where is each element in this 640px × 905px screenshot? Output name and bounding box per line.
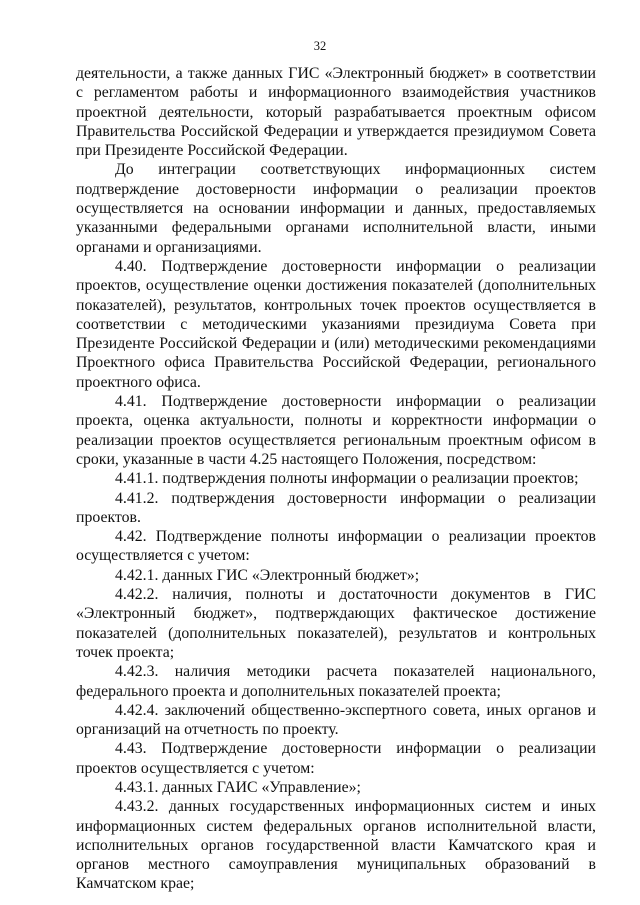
paragraph-4-43-1: 4.43.1. данных ГАИС «Управление»; [115, 778, 361, 796]
paragraph-4-43-2: 4.43.2. данных государственных информационных систем и иных информационных систем федеральных органов исполнительной власти, исполнительных органов государственной власти Камчатского края и органов местного самоуправления муниципальных образований в Камчатском крае; [76, 798, 596, 893]
paragraph-4-42-1: 4.42.1. данных ГИС «Электронный бюджет»; [115, 566, 420, 584]
paragraph-4-42: 4.42. Подтверждение полноты информации о реализации проектов осуществляется с учетом: [76, 528, 596, 565]
paragraph-4-40: 4.40. Подтверждение достоверности информации о реализации проектов, осуществление оценки достижения показателей (дополнительных показателей), результатов, контрольных точек проектов осуществляется в соответствии с методическими указаниями президиума Совета при Президенте Российской Федерации и (или) методическими рекомендациями Проектного офиса Правительства Российской Федерации, регионального проектного офиса. [76, 257, 596, 391]
paragraph-continuation: деятельности, а также данных ГИС «Электронный бюджет» в соответствии с регламентом работы и информационного взаимодействия участников проектной деятельности, который разрабатывается проектным офисом Правительства Российской Федерации и утверждается президиумом Совета при Президенте Российской Федерации. [76, 65, 596, 160]
paragraph-4-42-3: 4.42.3. наличия методики расчета показателей национального, федерального проекта и дополнительных показателей проекта; [76, 663, 596, 700]
page-number: 32 [313, 39, 327, 53]
paragraph-4-42-2: 4.42.2. наличия, полноты и достаточности документов в ГИС «Электронный бюджет», подтверждающих фактическое достижение показателей (дополнительных показателей), результатов и контрольных точек проекта; [76, 586, 596, 661]
paragraph-4-43: 4.43. Подтверждение достоверности информации о реализации проектов осуществляется с учетом: [76, 740, 596, 777]
paragraph-4-41: 4.41. Подтверждение достоверности информации о реализации проекта, оценка актуальности, полноты и корректности информации о реализации проектов осуществляется региональным проектным офисом в сроки, указанные в части 4.25 настоящего Положения, посредством: [76, 393, 596, 468]
paragraph-integration: До интеграции соответствующих информационных систем подтверждение достоверности информации о реализации проектов осуществляется на основании информации и данных, предоставляемых указанными федеральными органами исполнительной власти, иными органами и организациями. [76, 161, 596, 256]
paragraph-4-41-1: 4.41.1. подтверждения полноты информации о реализации проектов; [115, 470, 579, 488]
paragraph-4-42-4: 4.42.4. заключений общественно-экспертного совета, иных органов и организаций на отчетность по проекту. [76, 701, 596, 739]
paragraph-4-41-2: 4.41.2. подтверждения достоверности информации о реализации проектов. [76, 489, 596, 526]
document-body [76, 64, 596, 894]
